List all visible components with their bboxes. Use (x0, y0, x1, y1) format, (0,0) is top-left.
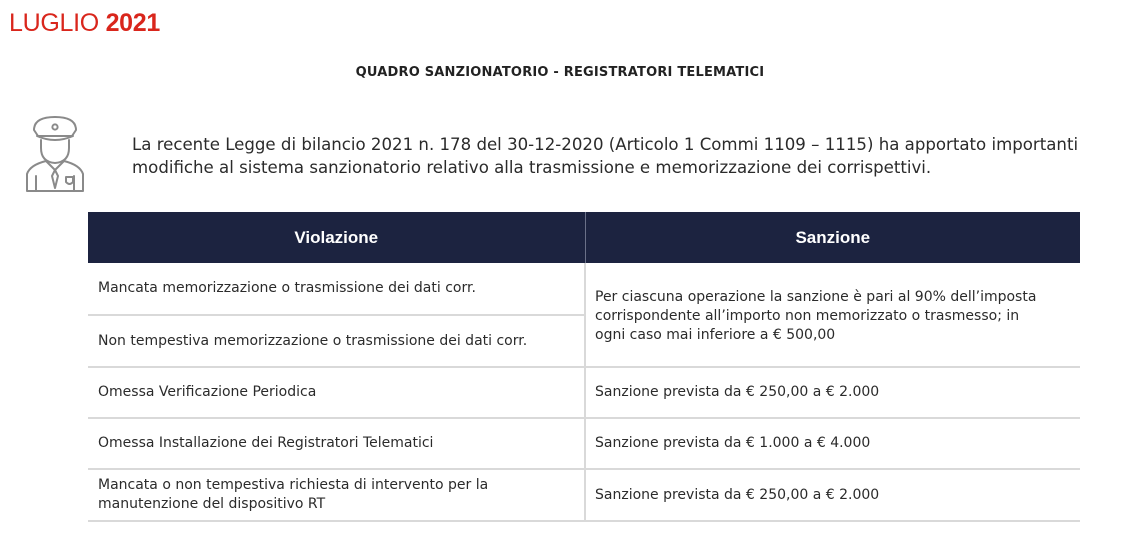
month-title (9, 8, 160, 38)
sanction-cell: Sanzione prevista da € 1.000 a € 4.000 (585, 418, 1080, 469)
sanction-line: Per ciascuna operazione la sanzione è pari al 90% dell’imposta (595, 289, 1037, 305)
violation-line: Mancata o non tempestiva richiesta di intervento per la (98, 477, 489, 493)
violation-line: manutenzione del dispositivo RT (98, 496, 326, 512)
violation-cell: Mancata memorizzazione o trasmissione dei dati corr. (88, 263, 585, 315)
sanctions-table (88, 212, 1080, 522)
column-header-sanzione: Sanzione (585, 212, 1080, 263)
table-row (88, 367, 1080, 418)
table-row (88, 418, 1080, 469)
violation-cell: Omessa Installazione dei Registratori Telematici (88, 418, 585, 469)
sanction-line: corrispondente all’importo non memorizzato o trasmesso; in (595, 308, 1020, 324)
violation-cell (88, 469, 585, 521)
table-row (88, 263, 1080, 315)
table-row (88, 469, 1080, 521)
section-title: QUADRO SANZIONATORIO - REGISTRATORI TELEMATICI (355, 65, 765, 80)
violation-cell: Omessa Verificazione Periodica (88, 367, 585, 418)
sanction-cell: Sanzione prevista da € 250,00 a € 2.000 (585, 469, 1080, 521)
table-header-row (88, 212, 1080, 263)
intro-line-2: modifiche al sistema sanzionatorio relativo alla trasmissione e memorizzazione dei corrispettivi. (132, 158, 932, 177)
month-label: LUGLIO (9, 9, 99, 37)
violation-cell: Non tempestiva memorizzazione o trasmissione dei dati corr. (88, 315, 585, 367)
sanction-cell-merged (585, 263, 1080, 367)
intro-line-1: La recente Legge di bilancio 2021 n. 178 del 30-12-2020 (Articolo 1 Commi 1109 – 1115) ha apportato importanti (132, 135, 1079, 154)
sanction-cell: Sanzione prevista da € 250,00 a € 2.000 (585, 367, 1080, 418)
police-officer-icon (22, 114, 88, 194)
year-label: 2021 (105, 9, 160, 37)
column-header-violazione: Violazione (88, 212, 585, 263)
intro-text (132, 133, 1107, 179)
sanction-line: ogni caso mai inferiore a € 500,00 (595, 327, 836, 343)
